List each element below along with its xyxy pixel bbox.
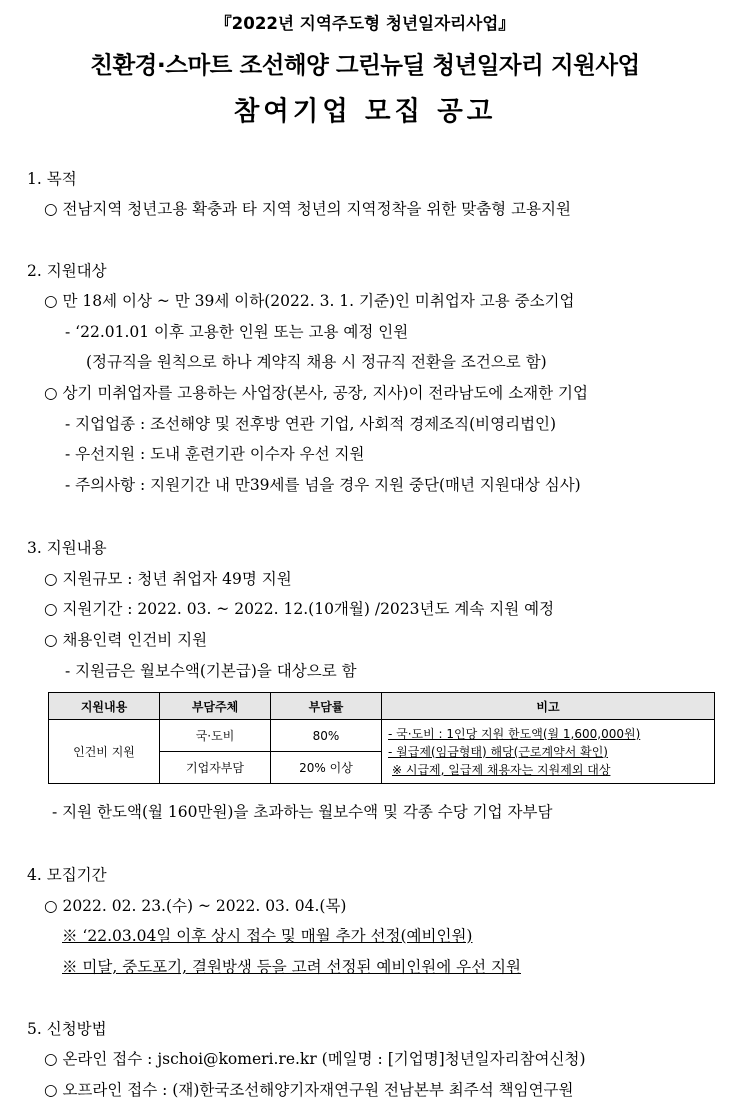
section-2-title: 2. 지원대상: [27, 262, 107, 280]
section-5-bullet-2: ○ 오프라인 접수 : (재)한국조선해양기자재연구원 전남본부 최주석 책임연구원: [44, 1081, 574, 1099]
section-1-title: 1. 목적: [27, 170, 77, 188]
table-cell-payer: 기업자부담: [160, 752, 271, 784]
table-cell-payer: 국·도비: [160, 720, 271, 752]
section-4-title: 4. 모집기간: [27, 866, 107, 884]
section-4-bullet-1: ○ 2022. 02. 23.(수) ~ 2022. 03. 04.(목): [44, 897, 347, 915]
table-cell-support-type: 인건비 지원: [49, 720, 160, 784]
project-title: 친환경·스마트 조선해양 그린뉴딜 청년일자리 지원사업: [90, 51, 640, 79]
remark-line: ※ 시급제, 일급제 채용자는 지원제외 대상: [392, 762, 611, 777]
section-1-bullet-1: ○ 전남지역 청년고용 확충과 타 지역 청년의 지역정착을 위한 맞춤형 고용지원: [44, 200, 571, 218]
table-row: [49, 720, 715, 752]
section-2-bullet-1-dash-1-cont: (정규직을 원칙으로 하나 계약직 채용 시 정규직 전환을 조건으로 함): [86, 353, 547, 371]
section-5-title: 5. 신청방법: [27, 1020, 107, 1038]
section-4-note-2: ※ 미달, 중도포기, 결원방생 등을 고려 선정된 예비인원에 우선 지원: [62, 958, 521, 976]
remark-line: - 국·도비 : 1인당 지원 한도액(월 1,600,000원): [388, 726, 641, 741]
section-2-bullet-2: ○ 상기 미취업자를 고용하는 사업장(본사, 공장, 지사)이 전라남도에 소재한 기업: [44, 384, 588, 402]
table-header: 부담주체: [160, 693, 271, 720]
table-header: 부담률: [271, 693, 382, 720]
section-2-bullet-1: ○ 만 18세 이상 ~ 만 39세 이하(2022. 3. 1. 기준)인 미취업자 고용 중소기업: [44, 292, 575, 310]
section-3-bullet-1: ○ 지원규모 : 청년 취업자 49명 지원: [44, 570, 292, 588]
table-header: 비고: [382, 693, 715, 720]
section-3-bullet-3: ○ 채용인력 인건비 지원: [44, 631, 208, 649]
table-cell-remarks: [382, 720, 715, 784]
program-title: 『2022년 지역주도형 청년일자리사업』: [215, 14, 515, 33]
announcement-title: 참여기업 모집 공고: [233, 96, 497, 127]
section-3-bullet-2: ○ 지원기간 : 2022. 03. ~ 2022. 12.(10개월) /2023년도 계속 지원 예정: [44, 600, 555, 618]
section-2-bullet-2-dash-3: - 주의사항 : 지원기간 내 만39세를 넘을 경우 지원 중단(매년 지원대상 심사): [65, 476, 581, 494]
section-2-bullet-1-dash-1: - ‘22.01.01 이후 고용한 인원 또는 고용 예정 인원: [65, 323, 409, 341]
remark-line: - 월급제(임금형태) 해당(근로계약서 확인): [388, 744, 608, 759]
section-5-bullet-1: ○ 온라인 접수 : jschoi@komeri.re.kr (메일명 : [기업명]청년일자리참여신청): [44, 1050, 586, 1068]
table-cell-rate: 80%: [271, 720, 382, 752]
section-3-title: 3. 지원내용: [27, 539, 107, 557]
section-2-bullet-2-dash-2: - 우선지원 : 도내 훈련기관 이수자 우선 지원: [65, 445, 365, 463]
table-header: 지원내용: [49, 693, 160, 720]
table-cell-rate: 20% 이상: [271, 752, 382, 784]
table-header-row: [49, 693, 715, 720]
section-3-bullet-3-dash-1: - 지원금은 월보수액(기본급)을 대상으로 함: [65, 662, 357, 680]
section-4-note-1: ※ ‘22.03.04일 이후 상시 접수 및 매월 추가 선정(예비인원): [62, 927, 473, 945]
support-table: [48, 692, 715, 784]
section-3-after-table: - 지원 한도액(월 160만원)을 초과하는 월보수액 및 각종 수당 기업 자부담: [52, 803, 553, 821]
section-2-bullet-2-dash-1: - 지업업종 : 조선해양 및 전후방 연관 기업, 사회적 경제조직(비영리법인): [65, 415, 557, 433]
